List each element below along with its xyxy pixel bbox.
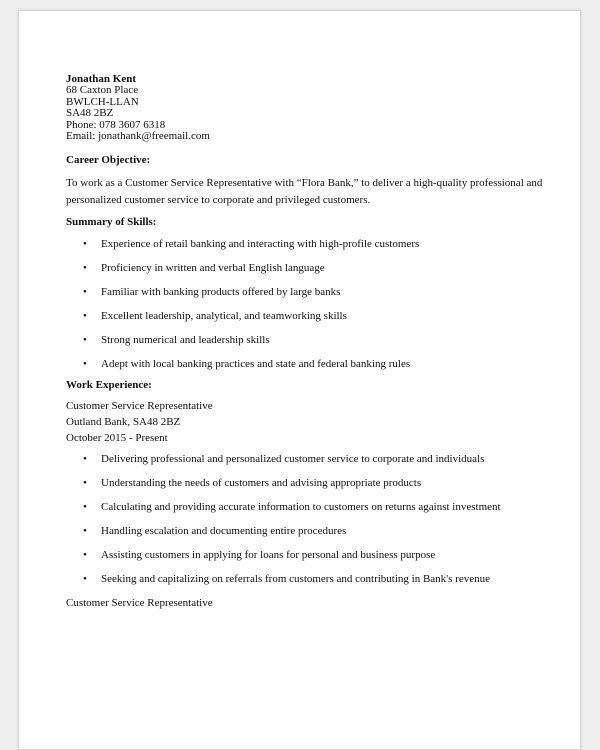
bullet-icon: • (83, 238, 87, 251)
list-item (66, 451, 566, 468)
job-title: Customer Service Representative (66, 400, 213, 413)
bullet-icon: • (83, 334, 87, 347)
bullet-icon: • (83, 573, 87, 586)
list-item (66, 260, 566, 277)
list-item (66, 523, 566, 540)
contact-block (66, 74, 566, 142)
bullet-icon: • (83, 453, 87, 466)
bullet-icon: • (83, 525, 87, 538)
job-company: Outland Bank, SA48 2BZ (66, 416, 181, 429)
duty-text: Delivering professional and personalized customer service to corporate and individuals (101, 453, 485, 466)
list-item (66, 475, 566, 492)
bullet-icon: • (83, 358, 87, 371)
job-title: Customer Service Representative (66, 597, 213, 610)
duty-text: Seeking and capitalizing on referrals from customers and contributing in Bank's revenue (101, 573, 491, 586)
address-line-2: BWLCH-LLAN (66, 95, 139, 108)
duty-text: Assisting customers in applying for loans for personal and business purpose (101, 549, 436, 562)
list-item (66, 332, 566, 349)
bullet-icon: • (83, 501, 87, 514)
skill-text: Familiar with banking products offered by large banks (101, 286, 341, 299)
bullet-icon: • (83, 286, 87, 299)
bullet-icon: • (83, 549, 87, 562)
skill-text: Excellent leadership, analytical, and teamworking skills (101, 310, 347, 323)
list-item (66, 308, 566, 325)
bullet-icon: • (83, 477, 87, 490)
job-entry (66, 398, 566, 446)
applicant-name: Jonathan Kent (66, 73, 136, 85)
skills-heading: Summary of Skills: (66, 216, 157, 229)
address-line-1: 68 Caxton Place (66, 84, 139, 97)
email: Email: jonathank@freemail.com (66, 130, 210, 143)
list-item (66, 284, 566, 301)
duty-text: Handling escalation and documenting entire procedures (101, 525, 347, 538)
career-objective-heading: Career Objective: (66, 154, 151, 167)
list-item (66, 499, 566, 516)
skill-text: Adept with local banking practices and state and federal banking rules (101, 358, 411, 371)
phone: Phone: 078 3607 6318 (66, 118, 166, 131)
skill-text: Strong numerical and leadership skills (101, 334, 270, 347)
career-objective-text: To work as a Customer Service Representative with “Flora Bank,” to deliver a high-quality professional and personalized customer service to corporate and privileged customers. (66, 177, 543, 207)
work-experience-heading: Work Experience: (66, 379, 152, 392)
skill-text: Experience of retail banking and interacting with high-profile customers (101, 238, 420, 251)
bullet-icon: • (83, 262, 87, 275)
list-item (66, 356, 566, 373)
list-item (66, 236, 566, 253)
duty-text: Understanding the needs of customers and advising appropriate products (101, 477, 422, 490)
resume-page (18, 10, 581, 750)
bullet-icon: • (83, 310, 87, 323)
postcode: SA48 2BZ (66, 107, 114, 120)
list-item (66, 547, 566, 564)
list-item (66, 571, 566, 588)
duties-list (66, 451, 566, 588)
resume-content (66, 74, 566, 611)
skill-text: Proficiency in written and verbal English language (101, 262, 325, 275)
skills-list (66, 236, 566, 373)
duty-text: Calculating and providing accurate information to customers on returns against investment (101, 501, 501, 514)
job-dates: October 2015 - Present (66, 432, 168, 445)
